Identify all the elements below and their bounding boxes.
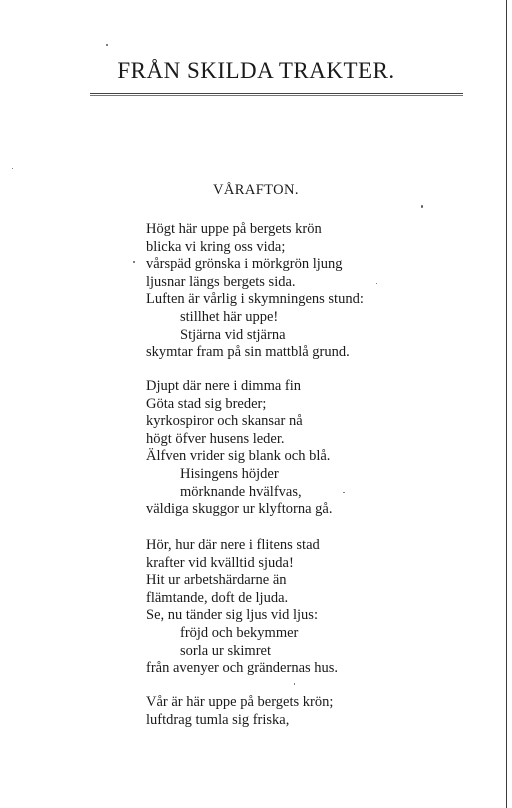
poem-line: kyrkospiror och skansar nå bbox=[146, 413, 303, 430]
poem-line: vårspäd grönska i mörkgrön ljung bbox=[146, 256, 343, 273]
poem-line: Hör, hur där nere i flitens stad bbox=[146, 537, 320, 553]
scan-speck bbox=[294, 683, 295, 685]
poem-line: Göta stad sig breder; bbox=[146, 395, 267, 412]
poem-line: blicka vi kring oss vida; bbox=[146, 238, 286, 255]
poem-line: stillhet här uppe! bbox=[180, 308, 279, 325]
poem-line: skymtar fram på sin mattblå grund. bbox=[146, 344, 350, 361]
stanza-1 bbox=[146, 221, 446, 362]
poem-line: mörknande hvälfvas, bbox=[180, 483, 302, 500]
scan-speck bbox=[343, 492, 345, 493]
poem-line: Högt här uppe på bergets krön bbox=[146, 221, 322, 237]
poem-line: sorla ur skimret bbox=[180, 642, 272, 659]
stanza-4 bbox=[146, 694, 446, 729]
page-edge bbox=[506, 0, 507, 808]
poem-line: luftdrag tumla sig friska, bbox=[146, 711, 290, 728]
scan-speck bbox=[421, 205, 423, 208]
poem-line: fröjd och bekymmer bbox=[180, 624, 299, 641]
poem-line: Djupt där nere i dimma fin bbox=[146, 378, 302, 394]
poem-line: Se, nu tänder sig ljus vid ljus: bbox=[146, 607, 318, 624]
poem-line: Stjärna vid stjärna bbox=[180, 326, 286, 343]
poem-line: väldiga skuggor ur klyftorna gå. bbox=[146, 501, 333, 518]
poem-line: Älfven vrider sig blank och blå. bbox=[146, 448, 331, 465]
scan-speck bbox=[106, 44, 108, 46]
poem-line: Luften är vårlig i skymningens stund: bbox=[146, 291, 364, 308]
scan-speck bbox=[376, 283, 377, 284]
poem-title: VÅRAFTON. bbox=[213, 182, 299, 198]
poem-line: Vår är här uppe på bergets krön; bbox=[146, 694, 334, 710]
header-rule bbox=[90, 93, 463, 96]
poem-line: flämtande, doft de ljuda. bbox=[146, 589, 289, 606]
stanza-3 bbox=[146, 537, 446, 678]
scan-speck bbox=[12, 168, 13, 169]
poem-line: från avenyer och grändernas hus. bbox=[146, 660, 339, 677]
running-head: FRÅN SKILDA TRAKTER. bbox=[117, 58, 395, 83]
scan-speck bbox=[133, 261, 135, 263]
poem-line: Hisingens höjder bbox=[180, 465, 279, 482]
poem-line: Hit ur arbetshärdarne än bbox=[146, 572, 287, 589]
stanza-2 bbox=[146, 378, 446, 519]
poem-line: högt öfver husens leder. bbox=[146, 430, 285, 447]
poem-line: ljusnar längs bergets sida. bbox=[146, 273, 296, 290]
poem-line: krafter vid kvälltid sjuda! bbox=[146, 554, 294, 571]
